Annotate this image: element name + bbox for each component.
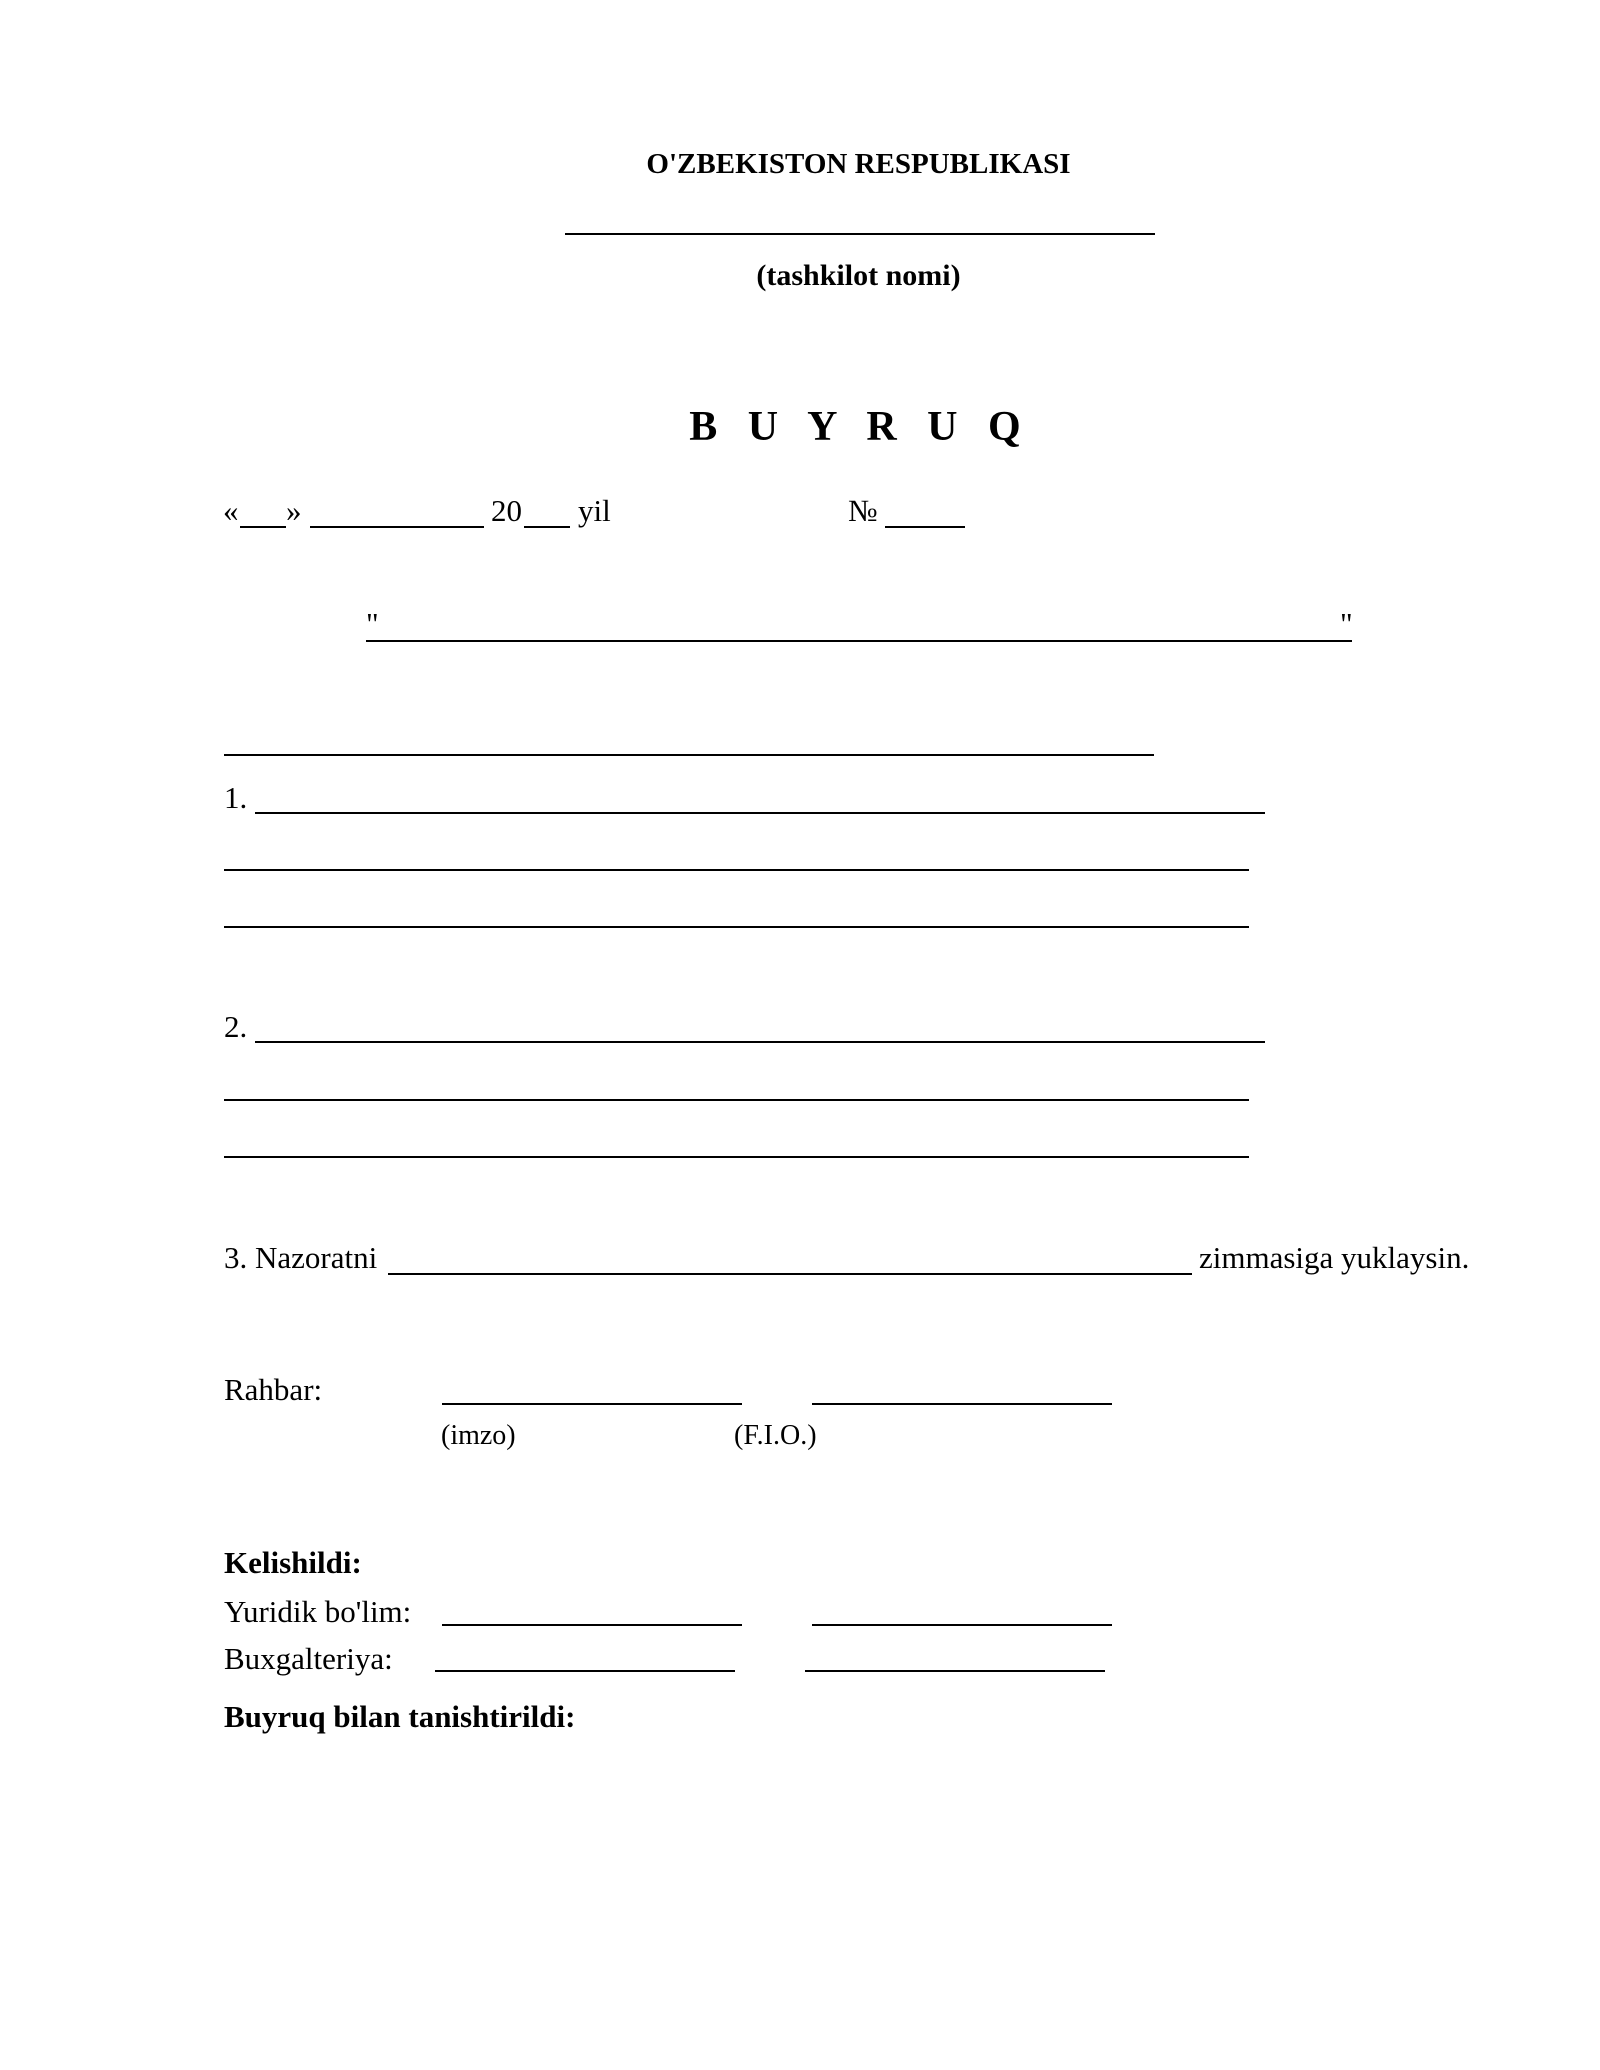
approval-heading: Kelishildi:: [224, 1545, 362, 1580]
head-label: Rahbar:: [224, 1372, 323, 1407]
republic-heading: O'ZBEKISTON RESPUBLIKASI: [646, 148, 1071, 180]
order-number-label: №: [848, 493, 878, 528]
item-three-label: 3. Nazoratni: [224, 1240, 378, 1275]
head-signature-blank: [442, 1403, 742, 1405]
order-number-blank: [885, 526, 965, 528]
subject-blank: [366, 640, 1352, 642]
acknowledged-heading: Buyruq bilan tanishtirildi:: [224, 1699, 576, 1734]
item-two-line-1: [255, 1041, 1265, 1043]
item-two-number: 2.: [224, 1009, 248, 1044]
item-one-line-3: [224, 926, 1249, 928]
subject-close-quote: ": [1340, 606, 1353, 641]
item-three-suffix: zimmasiga yuklaysin.: [1199, 1240, 1470, 1275]
signature-caption: (imzo): [441, 1420, 516, 1451]
item-two-line-2: [224, 1099, 1249, 1101]
date-close-quote: »: [286, 493, 302, 528]
accounting-signature-blank: [435, 1670, 735, 1672]
item-two-line-3: [224, 1156, 1249, 1158]
subject-open-quote: ": [366, 606, 379, 641]
year-suffix: yil: [578, 493, 611, 528]
document-title: B U Y R U Q: [689, 404, 1031, 450]
legal-name-blank: [812, 1624, 1112, 1626]
item-one-line-2: [224, 869, 1249, 871]
item-one-line-1: [255, 812, 1265, 814]
day-blank: [240, 526, 286, 528]
accounting-label: Buxgalteriya:: [224, 1641, 393, 1676]
date-open-quote: «: [223, 493, 239, 528]
month-blank: [310, 526, 484, 528]
item-three-blank: [388, 1273, 1192, 1275]
name-caption: (F.I.O.): [734, 1420, 817, 1451]
year-prefix: 20: [491, 493, 522, 528]
preamble-blank: [224, 754, 1154, 756]
organization-name-line: [565, 233, 1155, 235]
year-blank: [524, 526, 570, 528]
legal-department-label: Yuridik bo'lim:: [224, 1594, 412, 1629]
accounting-name-blank: [805, 1670, 1105, 1672]
legal-signature-blank: [442, 1624, 742, 1626]
head-name-blank: [812, 1403, 1112, 1405]
item-one-number: 1.: [224, 780, 248, 815]
organization-caption: (tashkilot nomi): [756, 259, 961, 292]
